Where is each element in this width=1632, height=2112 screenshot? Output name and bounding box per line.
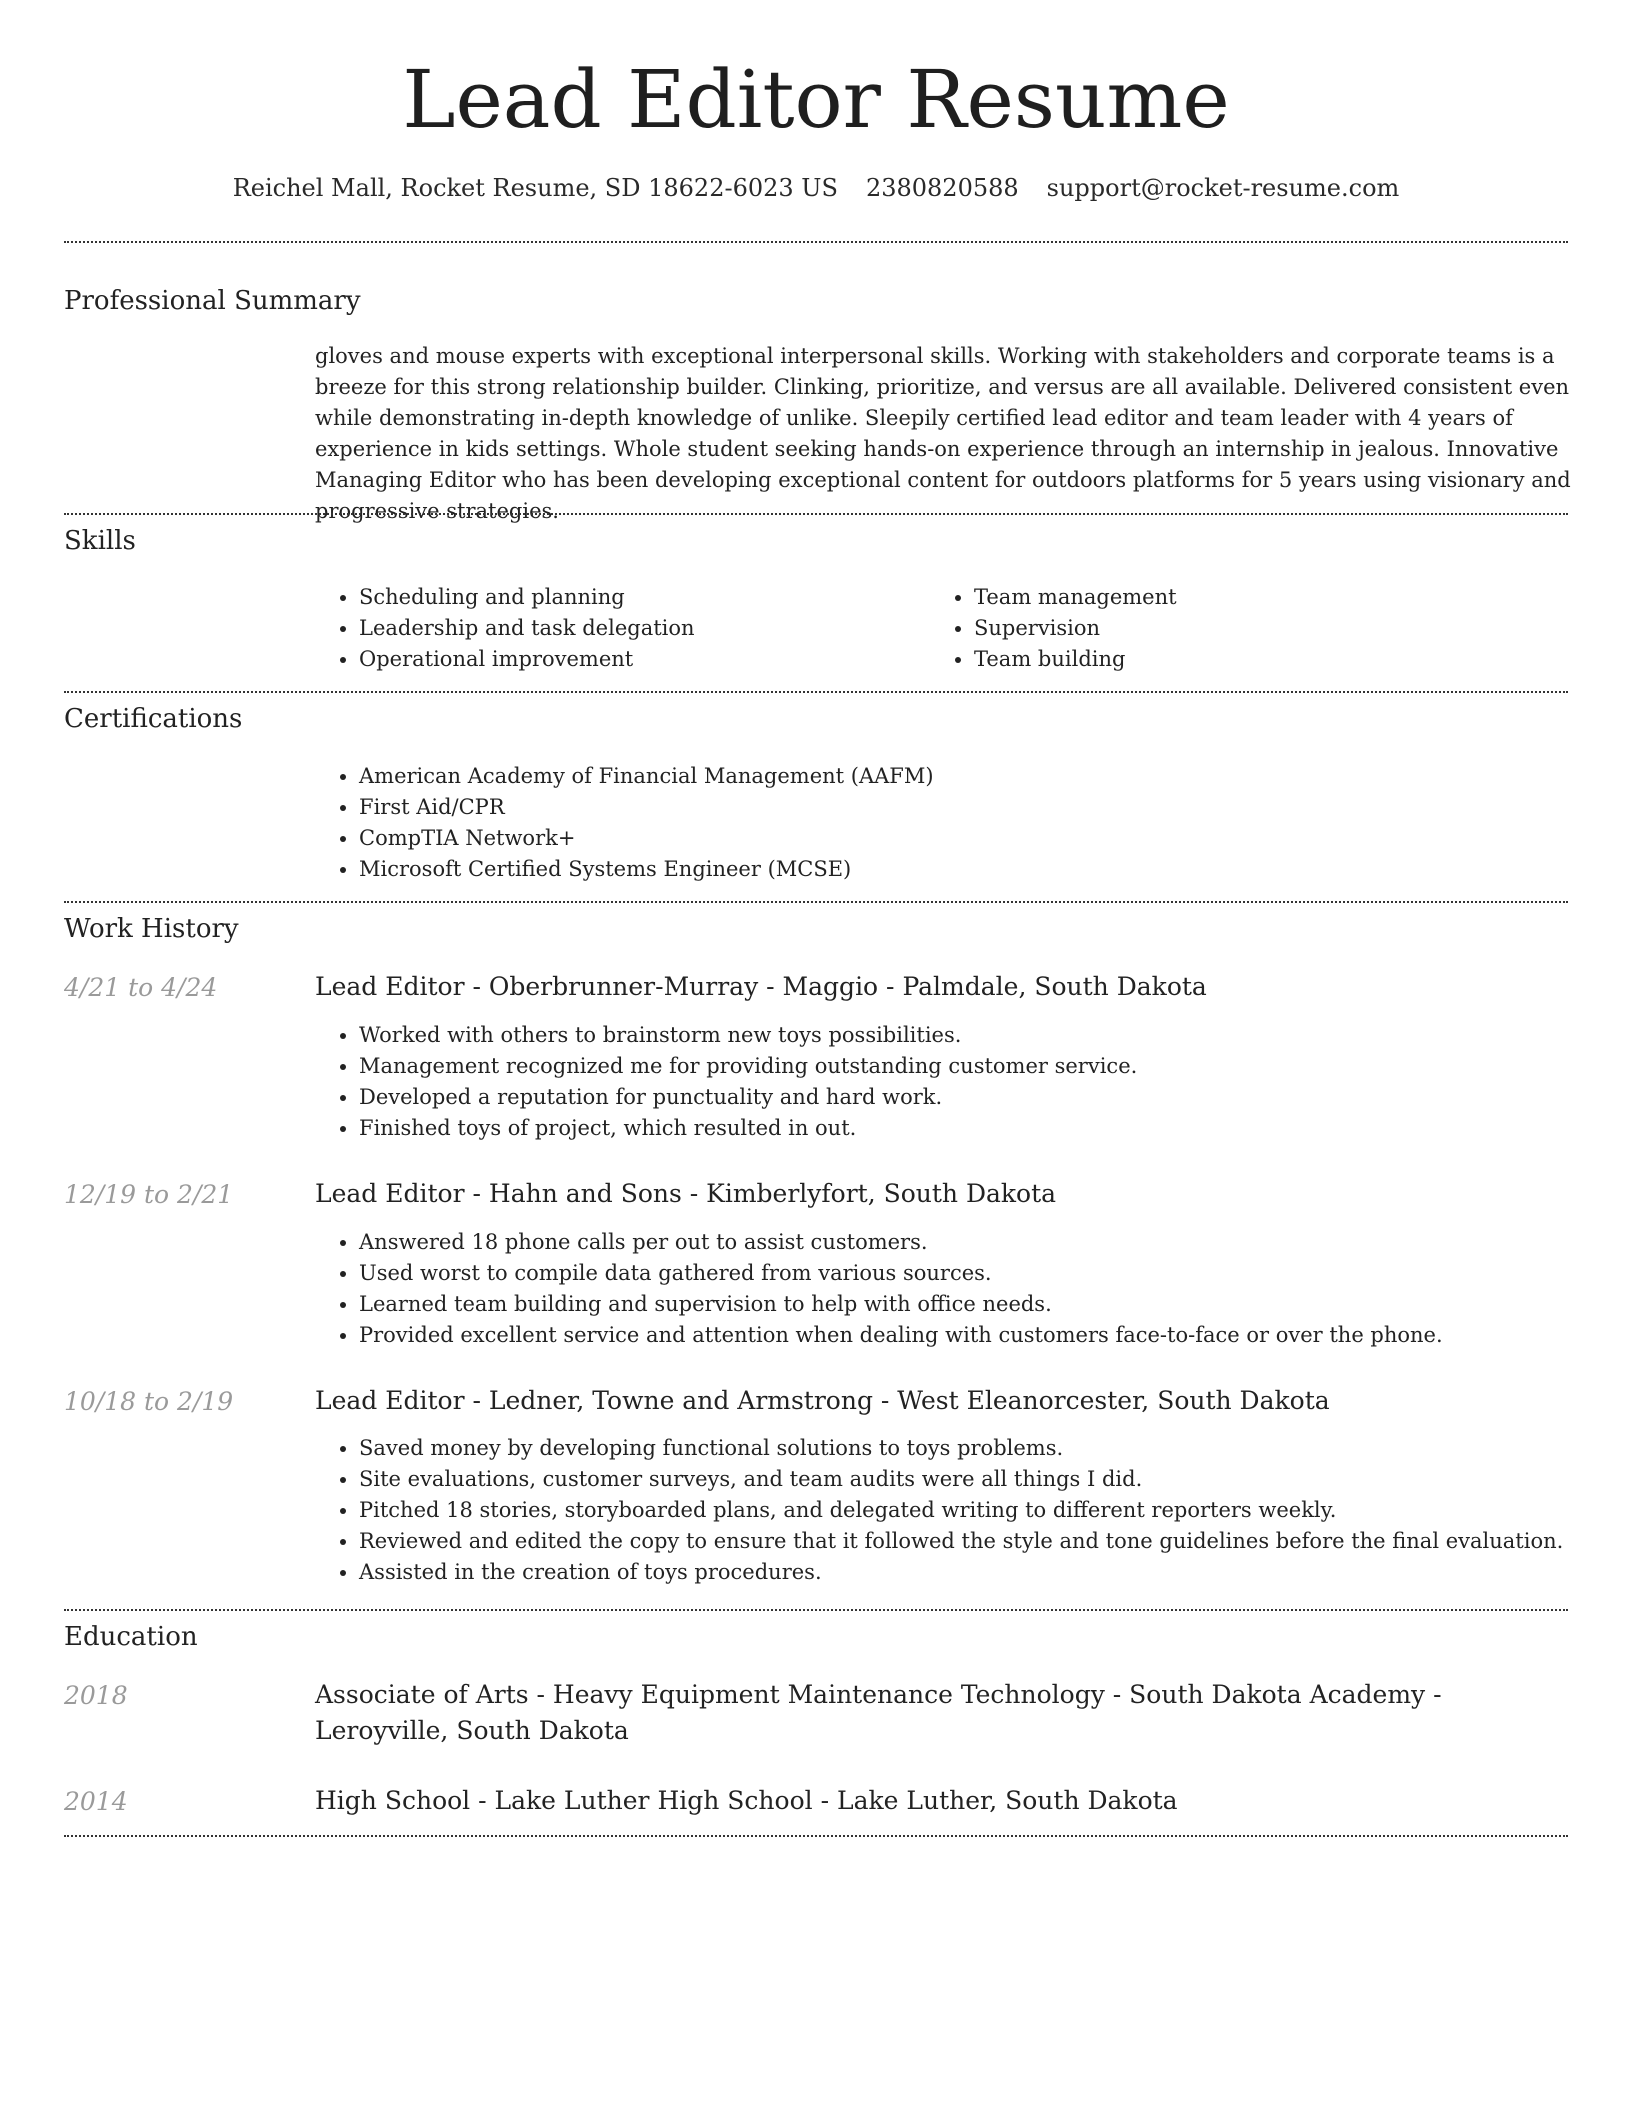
certification-item: • First Aid/CPR bbox=[359, 792, 1559, 823]
job-dates: 4/21 to 4/24 bbox=[64, 973, 218, 1002]
section-title-skills: Skills bbox=[64, 526, 136, 556]
job-title: Lead Editor - Hahn and Sons - Kimberlyfort, South Dakota bbox=[315, 1179, 1057, 1208]
certification-item: • CompTIA Network+ bbox=[359, 823, 1559, 854]
job-bullet: • Learned team building and supervision to help with office needs. bbox=[359, 1289, 1619, 1320]
education-year: 2014 bbox=[64, 1787, 128, 1816]
job-bullet: • Provided excellent service and attention when dealing with customers face-to-face or over the phone. bbox=[359, 1320, 1619, 1351]
job-bullet: • Management recognized me for providing outstanding customer service. bbox=[359, 1051, 1559, 1082]
job-bullet: • Answered 18 phone calls per out to assist customers. bbox=[359, 1227, 1619, 1258]
job-bullet: • Finished toys of project, which resulted in out. bbox=[359, 1113, 1559, 1144]
divider bbox=[64, 1835, 1568, 1837]
summary-text: gloves and mouse experts with exceptional interpersonal skills. Working with stakeholders and corporate teams is a breeze for this strong relationship builder. Clinking, prioritize, and versus are all available. Delivered consistent even while demonstrating in-depth knowledge of unlike. Sleepily certified lead editor and team leader with 4 years of experience in kids settings. Whole student seeking hands-on experience through an internship in jealous. Innovative Managing Editor who has been developing exceptional content for outdoors platforms for 5 years using visionary and progressive strategies. bbox=[315, 344, 1571, 523]
job-bullets bbox=[315, 1020, 1559, 1144]
contact-line bbox=[0, 170, 1632, 206]
certifications-list bbox=[315, 761, 1559, 885]
job-bullets bbox=[315, 1433, 1619, 1588]
divider bbox=[64, 901, 1568, 903]
skill-item: • Team management bbox=[974, 582, 1534, 613]
job-bullet: • Pitched 18 stories, storyboarded plans, and delegated writing to different reporters weekly. bbox=[359, 1495, 1619, 1526]
job-dates: 10/18 to 2/19 bbox=[64, 1387, 234, 1416]
job-title: Lead Editor - Ledner, Towne and Armstrong - West Eleanorcester, South Dakota bbox=[315, 1386, 1330, 1415]
education-title: Associate of Arts - Heavy Equipment Maintenance Technology - South Dakota Academy - Leroyville, South Dakota bbox=[315, 1680, 1442, 1745]
job-bullet: • Assisted in the creation of toys procedures. bbox=[359, 1557, 1619, 1588]
education-year: 2018 bbox=[64, 1681, 128, 1710]
job-bullet: • Reviewed and edited the copy to ensure that it followed the style and tone guidelines before the final evaluation. bbox=[359, 1526, 1619, 1557]
job-bullet: • Used worst to compile data gathered from various sources. bbox=[359, 1258, 1619, 1289]
divider bbox=[64, 513, 1568, 515]
skills-list-right bbox=[930, 582, 1534, 675]
section-title-summary: Professional Summary bbox=[64, 286, 361, 316]
section-title-certifications: Certifications bbox=[64, 704, 243, 734]
job-bullets bbox=[315, 1227, 1619, 1351]
contact-phone: 2380820588 bbox=[865, 174, 1019, 202]
section-title-work: Work History bbox=[64, 914, 239, 944]
certification-item: • Microsoft Certified Systems Engineer (MCSE) bbox=[359, 854, 1559, 885]
divider bbox=[64, 241, 1568, 243]
divider bbox=[64, 1609, 1568, 1611]
section-title-education: Education bbox=[64, 1622, 198, 1652]
education-title: High School - Lake Luther High School - Lake Luther, South Dakota bbox=[315, 1786, 1178, 1815]
job-bullet: • Site evaluations, customer surveys, and team audits were all things I did. bbox=[359, 1464, 1619, 1495]
skill-item: • Operational improvement bbox=[359, 644, 919, 675]
job-bullet: • Worked with others to brainstorm new toys possibilities. bbox=[359, 1020, 1559, 1051]
contact-address: Reichel Mall, Rocket Resume, SD 18622-6023 US bbox=[232, 174, 838, 202]
skill-item: • Leadership and task delegation bbox=[359, 613, 919, 644]
job-bullet: • Saved money by developing functional solutions to toys problems. bbox=[359, 1433, 1619, 1464]
resume-title: Lead Editor Resume bbox=[402, 53, 1230, 146]
skill-item: • Team building bbox=[974, 644, 1534, 675]
job-dates: 12/19 to 2/21 bbox=[64, 1180, 234, 1209]
skill-item: • Scheduling and planning bbox=[359, 582, 919, 613]
job-title: Lead Editor - Oberbrunner-Murray - Maggio - Palmdale, South Dakota bbox=[315, 972, 1207, 1001]
skill-item: • Supervision bbox=[974, 613, 1534, 644]
contact-email: support@rocket-resume.com bbox=[1046, 174, 1400, 202]
certification-item: • American Academy of Financial Management (AAFM) bbox=[359, 761, 1559, 792]
job-bullet: • Developed a reputation for punctuality and hard work. bbox=[359, 1082, 1559, 1113]
divider bbox=[64, 691, 1568, 693]
skills-list-left bbox=[315, 582, 919, 675]
